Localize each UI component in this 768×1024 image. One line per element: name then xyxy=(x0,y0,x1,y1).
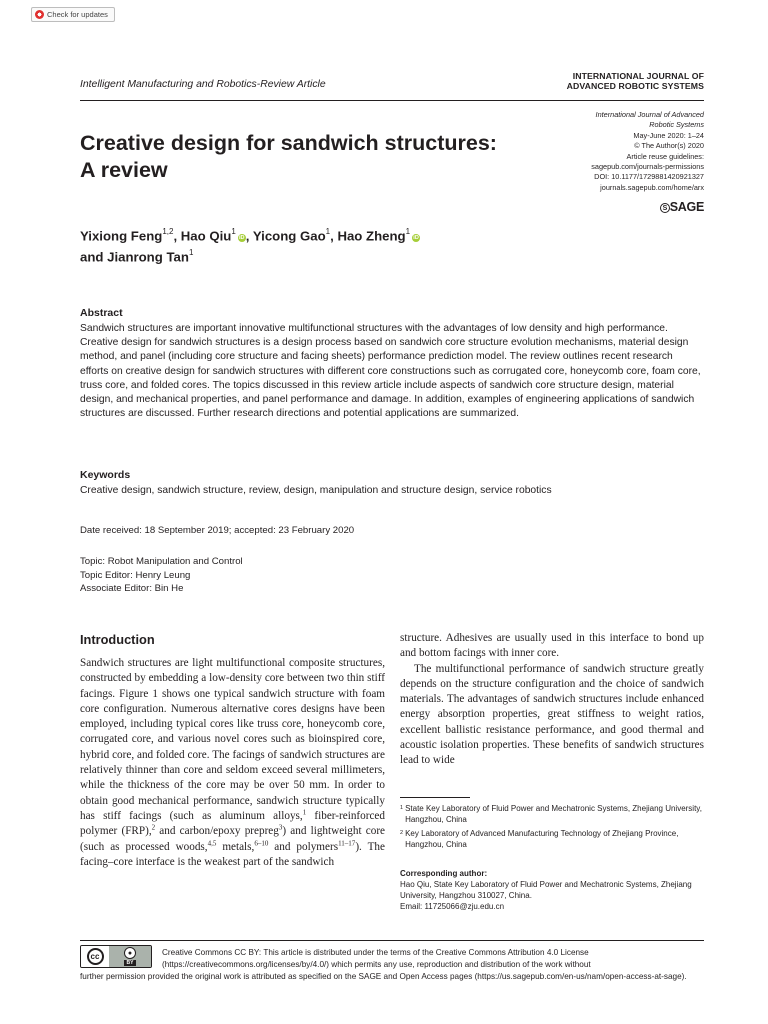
affiliations xyxy=(400,803,704,850)
dates: Date received: 18 September 2019; accepted: 23 February 2020 xyxy=(80,525,355,536)
article-meta xyxy=(540,110,704,193)
affiliation-2: 2 Key Laboratory of Advanced Manufacturing Technology of Zhejiang Province, Hangzhou, China xyxy=(400,829,679,849)
author-affil: 1 xyxy=(231,227,236,236)
meta-homepage[interactable]: journals.sagepub.com/home/arx xyxy=(600,182,704,192)
license-line1: Creative Commons CC BY: This article is distributed under the terms of the Creative Commons Attribution 4.0 License (https://creativecommons.org/licenses/by/4.0/) which permits any use, reproduction and distribution of the work without xyxy=(162,948,591,970)
meta-journal-line2: Robotic Systems xyxy=(649,120,704,130)
corresponding-email[interactable]: Email: 11725066@zju.edu.cn xyxy=(400,902,505,911)
license-line2: further permission provided the original work is attributed as specified on the SAGE and Open Access pages (https://us.sagepub.com/en-us/nam/open-access-at-sage). xyxy=(80,972,687,982)
author-name: Yicong Gao xyxy=(252,228,326,244)
author-name: and Jianrong Tan xyxy=(80,249,189,265)
intro-paragraph-1-cont: structure. Adhesives are usually used in this interface to bond up and bottom facings with inner core. xyxy=(400,632,704,660)
orcid-icon[interactable]: iD xyxy=(239,235,245,242)
citation[interactable]: 1 xyxy=(302,808,307,817)
cc-icon: cc xyxy=(87,948,104,965)
paper-title xyxy=(80,130,540,184)
introduction-heading: Introduction xyxy=(80,632,155,647)
abstract-heading: Abstract xyxy=(80,307,123,319)
intro-paragraph-2: The multifunctional performance of sandwich structure greatly depends on the structure configuration and the choice of sandwich materials. The advantages of sandwich structures include enhanced energy absorption properties, great stiffness to weight ratios, excellent ballistic resistance performance, and good thermal and acoustic isolation properties. These benefits of sandwich structures lead to wide xyxy=(400,662,704,767)
license-rule xyxy=(80,940,704,941)
affiliation-1: 1 State Key Laboratory of Fluid Power and Mechatronic Systems, Zhejiang University, Hangzhou, China xyxy=(400,804,702,824)
body-left-column xyxy=(80,656,385,870)
meta-doi[interactable]: DOI: 10.1177/1729881420921327 xyxy=(594,172,704,182)
meta-reuse: Article reuse guidelines: xyxy=(626,151,704,161)
author-name: Yixiong Feng xyxy=(80,228,163,244)
footnote-rule xyxy=(400,797,470,798)
citation[interactable]: 6–10 xyxy=(254,838,269,847)
topic-editor: Topic Editor: Henry Leung xyxy=(80,569,191,581)
corresponding-heading: Corresponding author: xyxy=(400,869,488,878)
license-text xyxy=(80,947,704,984)
corresponding-address: Hao Qiu, State Key Laboratory of Fluid Power and Mechatronic Systems, Zhejiang University, Hangzhou 310027, China. xyxy=(400,880,692,900)
meta-reuse-url[interactable]: sagepub.com/journals-permissions xyxy=(591,162,704,172)
title-line1: Creative design for sandwich structures: xyxy=(80,131,497,155)
journal-logo xyxy=(548,71,704,91)
citation[interactable]: 4,5 xyxy=(207,838,217,847)
check-updates-icon xyxy=(35,10,44,19)
corresponding-author xyxy=(400,868,704,912)
intro-paragraph-1: Sandwich structures are light multifunctional composite structures, constructed by embedding a low-density core between two thin stiff facings. Figure 1 shows one typical sandwich structure with foam core configuration. Numerous alternative cores designs have been employed, including typical cores like truss core, honeycomb core, corrugated core, and various novel cores such as bioinspired core, hybrid core, and folded core. The facings of sandwich structures are relatively thinner than core and seldom exceed several millimeters, while the thickness of the core may be over 50 mm. In order to obtain good mechanical performance, sandwich structure typically has stiff facings (such as aluminum alloys,$^1$ fiber-reinforced polymer (FRP),$^2$ and carbon/epoxy prepreg$^3$) and lightweight core (such as processed woods,$^{4,5}$ metals,$^{6-10}$ and polymers$^{11-17}$). The facing–core interface is the weakest part of the sandwich xyxy=(80,657,386,868)
article-type: Intelligent Manufacturing and Robotics-Review Article xyxy=(80,79,326,90)
meta-issue: May-June 2020: 1–24 xyxy=(633,130,704,140)
associate-editor: Associate Editor: Bin He xyxy=(80,583,184,594)
journal-logo-line2: ADVANCED ROBOTIC SYSTEMS xyxy=(566,81,704,91)
header-rule xyxy=(80,100,704,101)
meta-journal-line1: International Journal of Advanced xyxy=(595,110,704,119)
keywords-text: Creative design, sandwich structure, review, design, manipulation and structure design, service robotics xyxy=(80,485,552,496)
by-label: BY xyxy=(124,960,137,966)
topic-info xyxy=(80,555,243,596)
author-affil: 1 xyxy=(188,248,194,258)
sage-logo-text: SAGE xyxy=(669,200,704,214)
sage-logo xyxy=(640,200,704,214)
citation[interactable]: 3 xyxy=(278,823,283,832)
abstract-text: Sandwich structures are important innovative multifunctional structures with the advantages of low density and high performance. Creative design for sandwich structures is a design process based on sandwich core structure evolution mechanisms, material design method, and panel (including core structure and facing sheets) performance prediction model. The review outlines recent research efforts on creative design for sandwich structures with different core constructions such as corrugated core, honeycomb core, foam core, truss core, and folded cores. The topics discussed in this review article include aspects of sandwich core structure design, material design, and mechanical properties, and panel performance and damage. In addition, examples of engineering applications of sandwich structures are discussed. Further research directions and potential applications are summarized. xyxy=(80,323,701,420)
author-affil: 1,2 xyxy=(162,227,174,236)
author-affil: 1 xyxy=(405,227,411,236)
author-affil: 1 xyxy=(325,227,331,236)
citation[interactable]: 2 xyxy=(151,823,156,832)
body-right-column xyxy=(400,631,704,769)
meta-copyright: © The Author(s) 2020 xyxy=(634,141,704,151)
author-list: Yixiong Feng$^{1,2}$, Hao Qiu$^1$iD, Yicong Gao$^1$, Hao Zheng$^1$iD and Jianrong Tan$^1$ xyxy=(80,227,419,265)
title-line2: A review xyxy=(80,158,168,182)
sage-logo-icon: S xyxy=(660,203,670,213)
keywords-heading: Keywords xyxy=(80,469,131,481)
check-updates-label: Check for updates xyxy=(47,10,108,19)
author-name: Hao Zheng xyxy=(337,228,406,244)
attribution-icon: ● xyxy=(124,947,136,959)
author-name: Hao Qiu xyxy=(180,228,232,244)
check-for-updates-button[interactable] xyxy=(31,7,115,22)
orcid-icon[interactable]: iD xyxy=(413,235,419,242)
journal-logo-line1: INTERNATIONAL JOURNAL OF xyxy=(572,71,704,81)
citation[interactable]: 11–17 xyxy=(338,838,356,847)
topic-line: Topic: Robot Manipulation and Control xyxy=(80,556,243,567)
